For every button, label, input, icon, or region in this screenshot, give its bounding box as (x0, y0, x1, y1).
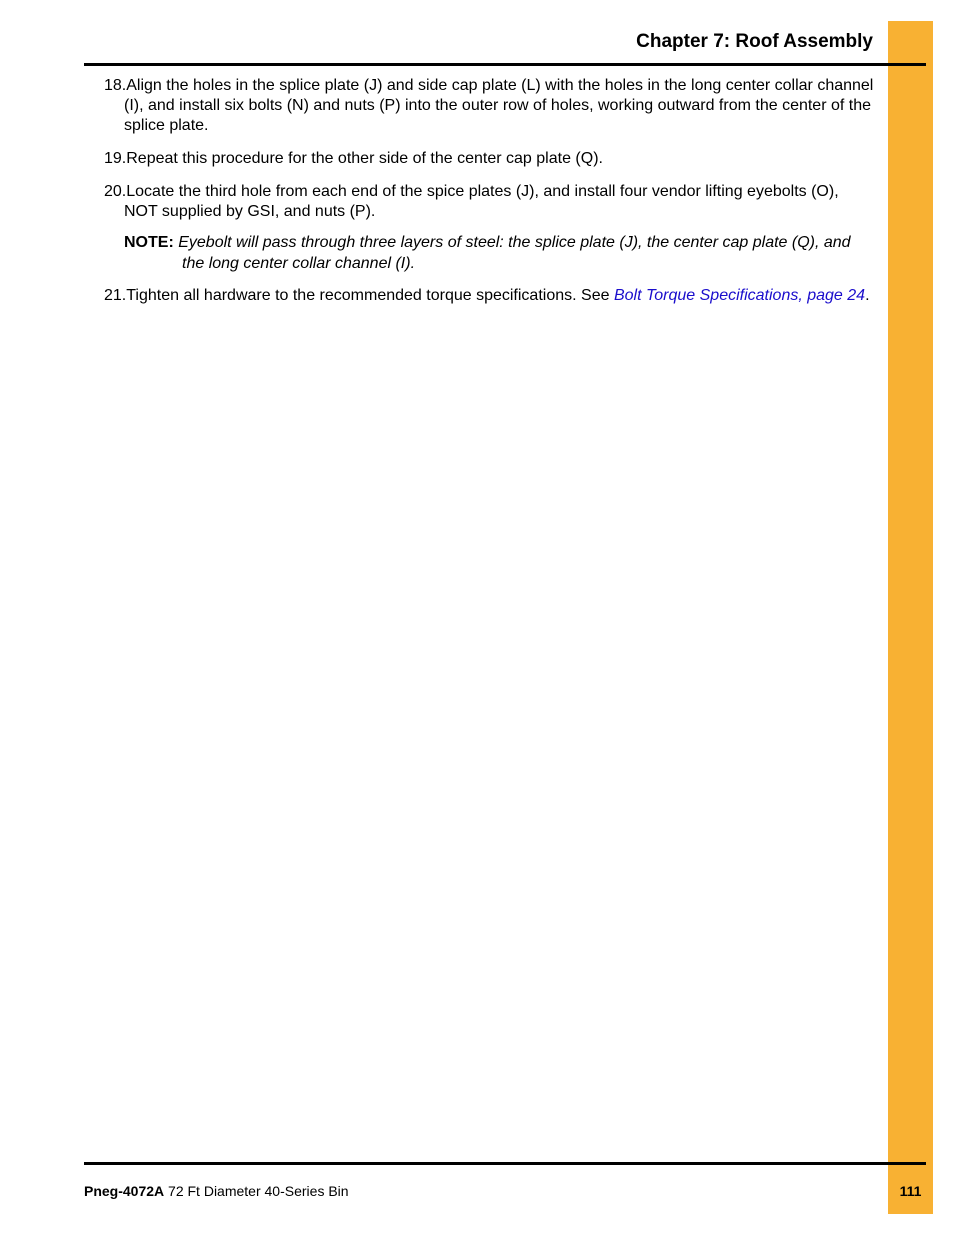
doc-title: 72 Ft Diameter 40-Series Bin (168, 1183, 349, 1199)
step-19 (104, 149, 876, 169)
note-label: NOTE: (124, 234, 174, 251)
step-20 (104, 182, 876, 222)
step-text-end: . (865, 287, 870, 304)
step-text: Tighten all hardware to the recommended torque specifications. See (126, 287, 614, 304)
step-number: 21. (104, 287, 127, 304)
step-21 (104, 286, 876, 306)
doc-code: Pneg-4072A (84, 1183, 165, 1199)
chapter-side-tab (888, 21, 933, 1214)
note (124, 232, 876, 274)
header-rule (84, 63, 926, 66)
bolt-torque-link[interactable]: Bolt Torque Specifications, page 24 (613, 287, 866, 304)
step-number: 19. (104, 150, 127, 167)
step-text: Repeat this procedure for the other side of the center cap plate (Q). (126, 150, 603, 167)
step-text: Locate the third hole from each end of the spice plates (J), and install four vendor lifting eyebolts (O), NOT supplied by GSI, and nuts (P). (124, 183, 839, 220)
footer-rule (84, 1162, 926, 1165)
footer-document-info (84, 1183, 349, 1199)
instruction-steps (104, 76, 876, 319)
page-number: 111 (899, 1183, 922, 1199)
step-18 (104, 76, 876, 136)
chapter-title: Chapter 7: Roof Assembly (636, 31, 873, 52)
note-text: Eyebolt will pass through three layers of steel: the splice plate (J), the center cap plate (Q), and the long center collar channel (I). (178, 234, 851, 272)
step-number: 20. (104, 183, 127, 200)
step-number: 18. (104, 77, 127, 94)
step-text: Align the holes in the splice plate (J) and side cap plate (L) with the holes in the long center collar channel (I), and install six bolts (N) and nuts (P) into the outer row of holes, working outward from the center of the splice plate. (124, 77, 874, 134)
